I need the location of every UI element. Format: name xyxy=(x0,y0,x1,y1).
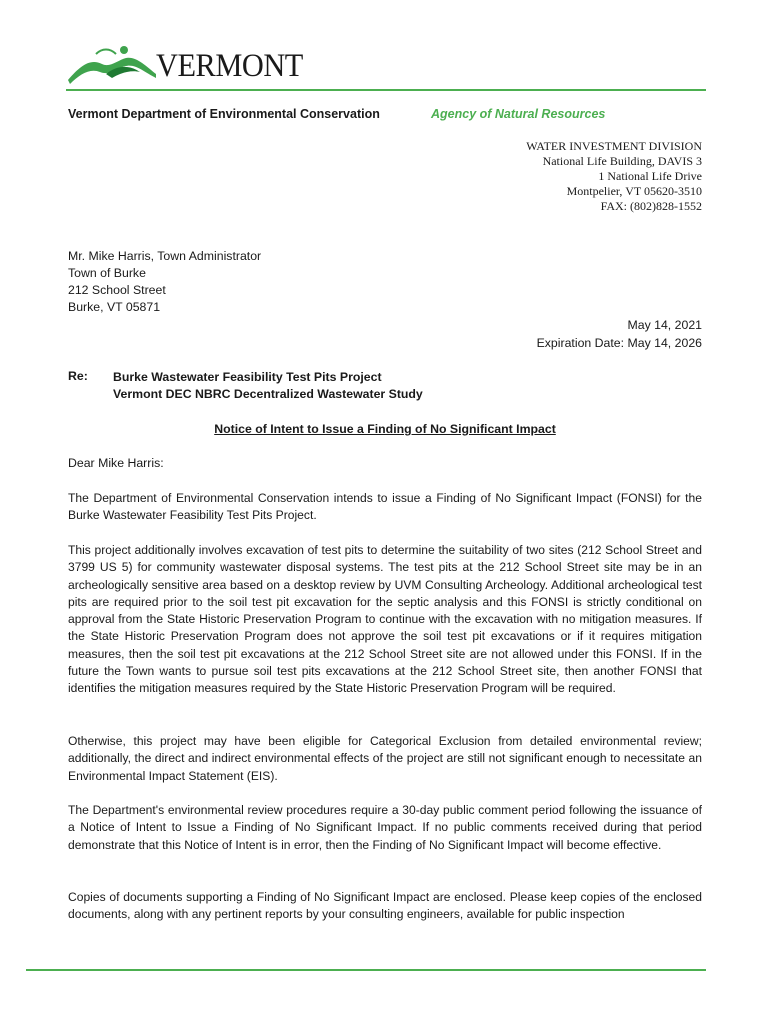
notice-title: Notice of Intent to Issue a Finding of No Significant Impact xyxy=(214,422,556,436)
recipient-street: 212 School Street xyxy=(68,283,166,297)
department-name: Vermont Department of Environmental Conservation xyxy=(68,107,380,121)
re-subject xyxy=(113,369,423,403)
address-building: National Life Building, DAVIS 3 xyxy=(542,154,702,168)
address-city: Montpelier, VT 05620-3510 xyxy=(566,184,702,198)
recipient-city: Burke, VT 05871 xyxy=(68,300,161,314)
body-paragraph-1: The Department of Environmental Conservation intends to issue a Finding of No Significant Impact (FONSI) for the Burke Wastewater Feasibility Test Pits Project. xyxy=(68,491,702,523)
sender-address xyxy=(526,139,702,214)
recipient-block xyxy=(68,248,261,316)
recipient-name: Mr. Mike Harris, Town Administrator xyxy=(68,249,262,263)
header-divider xyxy=(66,89,706,91)
dates-block xyxy=(537,316,702,352)
letter-date: May 14, 2021 xyxy=(627,318,702,332)
expiration-date: Expiration Date: May 14, 2026 xyxy=(536,336,702,350)
address-division: WATER INVESTMENT DIVISION xyxy=(526,139,702,153)
agency-name: Agency of Natural Resources xyxy=(431,107,606,121)
footer-divider xyxy=(26,969,706,971)
body-paragraph-3: Otherwise, this project may have been eligible for Categorical Exclusion from detailed environmental review; additionally, the direct and indirect environmental effects of the project are still not significant enough to necessitate an Environmental Impact Statement (EIS). xyxy=(68,734,702,783)
vermont-logo xyxy=(66,44,306,86)
re-line-2: Vermont DEC NBRC Decentralized Wastewater Study xyxy=(113,387,423,401)
salutation: Dear Mike Harris: xyxy=(68,456,164,470)
re-label: Re: xyxy=(68,369,88,383)
address-fax: FAX: (802)828-1552 xyxy=(600,199,702,213)
body-paragraph-5: Copies of documents supporting a Finding of No Significant Impact are enclosed. Please keep copies of the enclosed documents, along with any pertinent reports by your consulting engineers, available for public inspection xyxy=(68,890,702,922)
re-line-1: Burke Wastewater Feasibility Test Pits Project xyxy=(113,370,382,384)
body-paragraph-4: The Department's environmental review procedures require a 30-day public comment period following the issuance of a Notice of Intent to Issue a Finding of No Significant Impact. If no public comments received during that period demonstrate that this Notice of Intent is in error, then the Finding of No Significant Impact will become effective. xyxy=(68,803,702,852)
mountain-logo-icon xyxy=(66,44,158,86)
recipient-org: Town of Burke xyxy=(68,266,146,280)
address-street: 1 National Life Drive xyxy=(598,169,702,183)
logo-wordmark: VERMONT xyxy=(156,48,303,84)
body-paragraph-2: This project additionally involves excavation of test pits to determine the suitability of two sites (212 School Street and 3799 US 5) for community wastewater disposal systems. The test pits at the 212 School Street site may be in an archeologically sensitive area based on a desktop review by UVM Consulting Archeology. Additional archeological test pits are required prior to the soil test pit excavation for the septic analysis and this FONSI is strictly conditional on approval from the State Historic Preservation Program to continue with the excavation with no mitigation measures. If the State Historic Preservation Program does not approve the soil test pit excavations or if it requires mitigation measures, then the soil test pit excavations at the 212 School Street site are not allowed under this FONSI. If in the future the Town wants to pursue soil test pits excavations at the 212 School Street site, then another FONSI that identifies the mitigation measures required by the State Historic Preservation Program will be required. xyxy=(68,543,702,696)
